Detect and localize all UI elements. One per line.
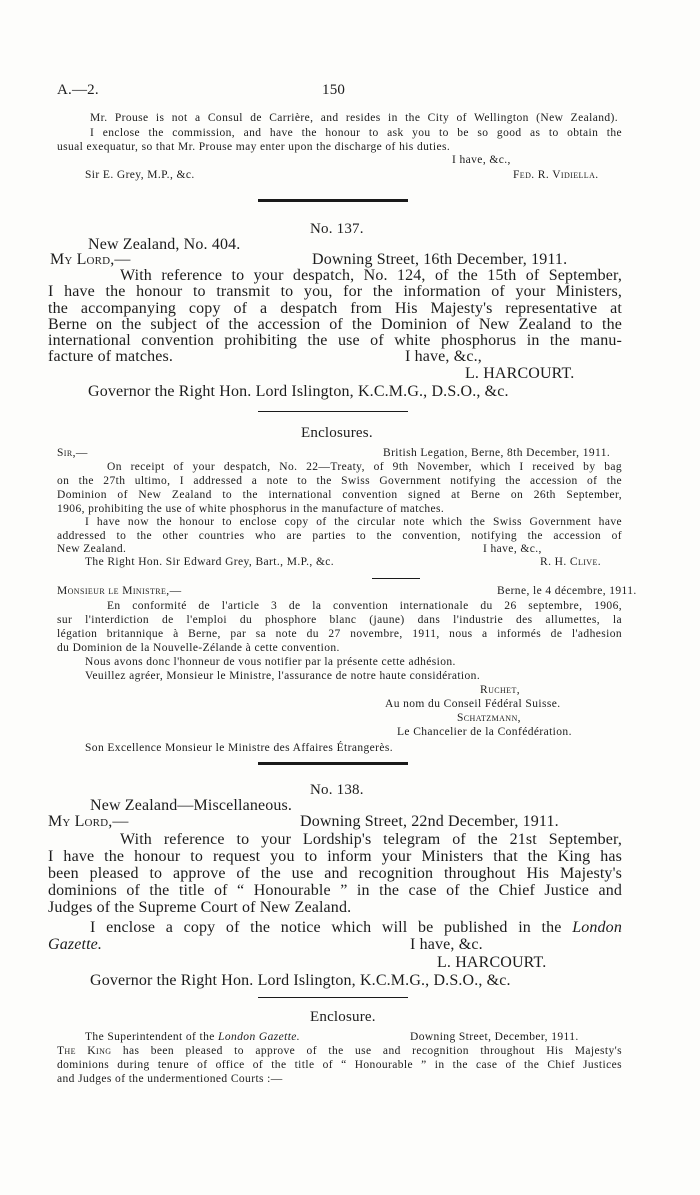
despatch-reference: New Zealand, No. 404. — [88, 236, 241, 253]
enclosure-body-line: on the 27th ultimo, I addressed a note to the Swiss Government notifying the accession of the — [57, 475, 622, 487]
section-divider-thick — [258, 762, 408, 765]
despatch-enclose-line — [90, 919, 622, 937]
french-note-signature-2-title: Le Chancelier de la Confédération. — [397, 726, 572, 738]
enclosure-addressee: The Right Hon. Sir Edward Grey, Bart., M.P., &c. — [85, 556, 335, 568]
section-divider-thin — [258, 411, 408, 412]
enclosure-body-line: and Judges of the undermentioned Courts :— — [57, 1073, 283, 1085]
despatch-body-line: the accompanying copy of a despatch from His Majesty's representative at — [48, 300, 622, 317]
french-note-dateline: Berne, le 4 décembre, 1911. — [497, 585, 637, 597]
enclosure-salutation: Sir,— — [57, 447, 88, 459]
section-divider-thick — [258, 199, 408, 202]
french-note-body-line: En conformité de l'article 3 de la convention internationale du 26 septembre, 1906, — [107, 600, 622, 612]
preceding-letter-line: Mr. Prouse is not a Consul de Carrière, and resides in the City of Wellington (New Zealand). — [90, 112, 618, 124]
enclosure-divider — [372, 578, 420, 579]
document-reference: A.—2. — [57, 82, 99, 98]
enclosure-body-line: New Zealand. — [57, 543, 127, 555]
despatch-body-line: dominions of the title of “ Honourable ” in the case of the Chief Justice and — [48, 882, 622, 899]
french-note-notification: Nous avons donc l'honneur de vous notifier par la présente cette adhésion. — [85, 656, 456, 668]
enclose-line-text: I enclose a copy of the notice which will be published in the — [90, 919, 562, 936]
despatch-salutation: My Lord,— — [48, 813, 129, 830]
enclosure-body-line: 1906, prohibiting the use of white phosphorus in the manufacture of matches. — [57, 503, 445, 515]
enclosure-body-text: has been pleased to approve of the use and recognition throughout His Majesty's — [122, 1045, 622, 1057]
enclosure-body-line: I have now the honour to enclose copy of the circular note which the Swiss Government have — [85, 516, 622, 528]
enclosure-body-line: Dominion of New Zealand to the international convention signed at Berne on 26th September, — [57, 489, 622, 501]
enclosure-addressee-text: The Superintendent of the — [85, 1031, 215, 1043]
despatch-dateline: Downing Street, 16th December, 1911. — [312, 251, 568, 268]
preceding-letter-line: I enclose the commission, and have the honour to ask you to be so good as to obtain the — [90, 127, 622, 139]
despatch-number: No. 137. — [310, 221, 364, 237]
despatch-body-line: With reference to your Lordship's telegram of the 21st September, — [120, 831, 622, 848]
enclosure-dateline: Downing Street, December, 1911. — [410, 1031, 579, 1043]
enclosure-body-line: addressed to the other countries who are parties to the convention, notifying the accession of — [57, 530, 622, 542]
enclosure-body-line: On receipt of your despatch, No. 22—Treaty, of 9th November, which I received by bag — [107, 461, 622, 473]
enclosure-signature: R. H. Clive. — [540, 556, 602, 568]
preceding-letter-line: usual exequatur, so that Mr. Prouse may enter upon the discharge of his duties. — [57, 141, 451, 153]
french-note-salutation: Monsieur le Ministre,— — [57, 585, 182, 597]
despatch-salutation: My Lord,— — [50, 251, 131, 268]
french-note-signature-2: Schatzmann, — [457, 712, 521, 724]
despatch-body-line: international convention prohibiting the use of white phosphorus in the manu- — [48, 332, 622, 349]
preceding-letter-closing: I have, &c., — [452, 154, 511, 166]
despatch-body-line: Judges of the Supreme Court of New Zealand. — [48, 899, 352, 916]
enclosure-heading: Enclosure. — [310, 1009, 376, 1025]
enclosures-heading: Enclosures. — [301, 425, 373, 441]
preceding-letter-signature: Fed. R. Vidiella. — [513, 169, 599, 181]
despatch-signature: L. HARCOURT. — [465, 365, 575, 382]
enclosure-closing: I have, &c., — [483, 543, 542, 555]
despatch-body-line: I have the honour to transmit to you, for the information of your Ministers, — [48, 283, 622, 300]
despatch-closing: I have, &c., — [405, 348, 482, 365]
despatch-body-line: facture of matches. — [48, 348, 174, 365]
enclosure-addressee — [85, 1031, 300, 1044]
french-note-signature-1: Ruchet, — [480, 684, 521, 696]
french-note-body-line: du Dominion de la Nouvelle-Zélande à cette convention. — [57, 642, 340, 654]
despatch-dateline: Downing Street, 22nd December, 1911. — [300, 813, 559, 830]
enclosure-addressee-publication: London Gazette. — [218, 1031, 301, 1043]
despatch-body-line: Berne on the subject of the accession of the Dominion of New Zealand to the — [48, 316, 622, 333]
despatch-body-line: been pleased to approve of the use and recognition throughout His Majesty's — [48, 865, 622, 882]
despatch-body-line: I have the honour to request you to inform your Ministers that the King has — [48, 848, 622, 865]
french-note-signature-1-title: Au nom du Conseil Fédéral Suisse. — [385, 698, 561, 710]
enclosure-body-lead: The King — [57, 1045, 112, 1057]
despatch-addressee: Governor the Right Hon. Lord Islington, K.C.M.G., D.S.O., &c. — [88, 383, 509, 400]
french-note-body-line: légation britannique à Berne, par sa note du 27 novembre, 1911, nous a informés de l'adhesion — [57, 628, 622, 640]
enclose-line-publication-cont: Gazette. — [48, 936, 103, 953]
enclosure-body-line: dominions during tenure of office of the title of “ Honourable ” in the case of the Chief Justices — [57, 1059, 622, 1071]
despatch-addressee: Governor the Right Hon. Lord Islington, K.C.M.G., D.S.O., &c. — [90, 972, 511, 989]
despatch-number: No. 138. — [310, 782, 364, 798]
enclosure-dateline: British Legation, Berne, 8th December, 1911. — [383, 447, 611, 459]
enclosure-body-line — [57, 1045, 622, 1058]
page-number: 150 — [322, 82, 346, 98]
despatch-signature: L. HARCOURT. — [437, 954, 547, 971]
section-divider-thin — [258, 997, 408, 998]
french-note-addressee: Son Excellence Monsieur le Ministre des Affaires Étrangerès. — [85, 742, 394, 754]
french-note-courtesy: Veuillez agréer, Monsieur le Ministre, l'assurance de notre haute considération. — [85, 670, 481, 682]
enclose-line-publication: London — [572, 919, 622, 936]
preceding-letter-addressee: Sir E. Grey, M.P., &c. — [85, 169, 195, 181]
despatch-body-line: With reference to your despatch, No. 124, of the 15th of September, — [120, 267, 622, 284]
despatch-closing: I have, &c. — [410, 936, 483, 953]
despatch-reference: New Zealand—Miscellaneous. — [90, 797, 293, 814]
french-note-body-line: sur l'interdiction de l'emploi du phosphore blanc (jaune) dans l'industrie des allumettes, la — [57, 614, 622, 626]
